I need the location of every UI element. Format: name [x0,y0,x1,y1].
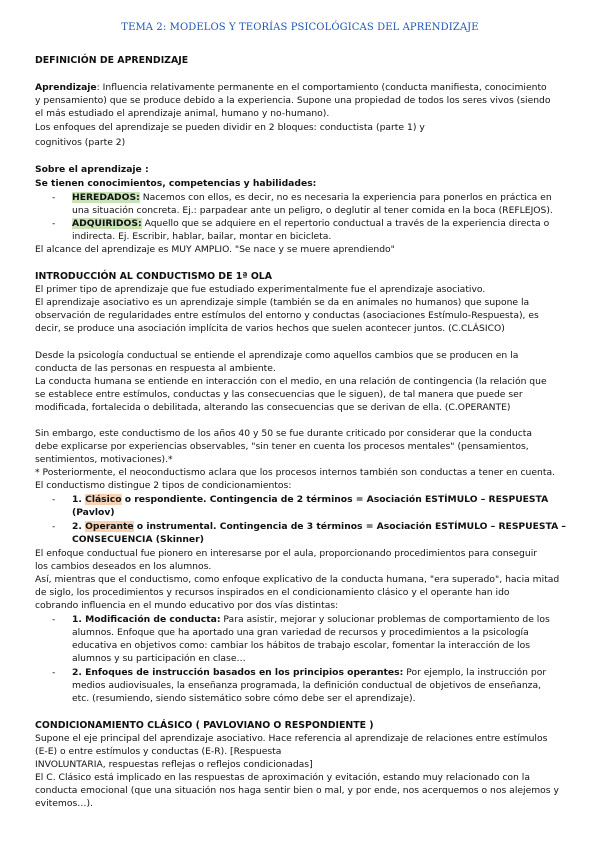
paragraph-line: evitemos…). [35,798,93,809]
text-span: : Influencia relativamente permanente en el comportamiento (conducta manifiesta, conocimiento [96,82,547,93]
text-span: 1. [72,494,86,505]
paragraph-line: Desde la psicología conductual se entiende el aprendizaje como aquellos cambios que se producen en la [35,350,519,361]
text-span: o instrumental. Contingencia de 3 términos = Asociación ESTÍMULO – RESPUESTA – [133,521,566,532]
list-item-continuation: medios audiovisuales, la enseñanza programada, la definición conductual de objetivos de enseñanza, [72,680,542,691]
paragraph-line: La conducta humana se entiende en interacción con el medio, en una relación de contingencia (la relación que [35,376,547,387]
paragraph-line: Así, mientras que el conductismo, como enfoque explicativo de la conducta humana, "era superado", hacia mitad [35,574,560,585]
paragraph-line: Supone el eje principal del aprendizaje asociativo. Hace referencia al aprendizaje de relaciones entre estímulos [35,733,548,744]
paragraph-line: debe explicarse por experiencias observables, "sin tener en cuenta los procesos mentales" (pensamientos, [35,441,529,452]
paragraph-line: sentimientos, motivaciones).* [35,454,173,465]
label-heredados: HEREDADOS: [72,192,140,203]
paragraph-line: se establece entre estímulos, conductas y las consecuencias que le siguen), de tal manera que puede ser [35,389,523,400]
paragraph-line: de siglo, los procedimientos y recursos inspirados en el condicionamiento clásico y el operante han ido [35,587,510,598]
list-bullet: - [52,521,56,532]
text-span: Aquello que se adquiere en el repertorio conductual a través de la experiencia directa o [141,218,550,229]
paragraph-line [35,82,547,94]
page-title: TEMA 2: MODELOS Y TEORÍAS PSICOLÓGICAS DEL APRENDIZAJE [121,22,479,33]
section-heading-definicion: DEFINICIÓN DE APRENDIZAJE [35,55,189,66]
term-aprendizaje: Aprendizaje [35,82,97,93]
list-item-continuation: CONSECUENCIA (Skinner) [72,534,204,545]
paragraph-line: El aprendizaje asociativo es un aprendizaje simple (también se da en animales no humanos) que supone la [35,297,530,308]
paragraph-line: El conductismo distingue 2 tipos de condicionamientos: [35,480,292,491]
paragraph-line: y pensamiento) que se produce debido a la experiencia. Supone una propiedad de todos los seres vivos (siendo [35,95,551,106]
paragraph-line: El primer tipo de aprendizaje que fue estudiado experimentalmente fue el aprendizaje asociativo. [35,284,486,295]
list-bullet: - [52,667,56,678]
list-item-enfoques [72,667,546,679]
paragraph-line: observación de regularidades entre estímulos del entorno y conductas (asociaciones Estímulo-Respuesta), es [35,310,539,321]
list-item-continuation: indirecta. Ej. Escribir, hablar, bailar, montar en bicicleta. [72,231,332,242]
highlight-operante: Operante [85,521,134,532]
list-item-continuation: alumnos y su participación en clase… [72,653,246,664]
paragraph-line: Sin embargo, este conductismo de los años 40 y 50 se fue durante criticado por considerar que la conducta [35,428,532,439]
paragraph-line: El alcance del aprendizaje es MUY AMPLIO. "Se nace y se muere aprendiendo" [35,244,395,255]
text-span: 1. Modificación de conducta: [72,614,221,625]
list-item-clasico [72,494,548,506]
list-item-modificacion [72,614,550,626]
list-bullet: - [52,192,56,203]
list-item-continuation: educativa en objetivos como: cambiar los hábitos de trabajo escolar, fomentar la interacción de los [72,640,530,651]
list-item-continuation: (Pavlov) [72,507,115,518]
section-heading-clasico: CONDICIONAMIENTO CLÁSICO ( PAVLOVIANO O RESPONDIENTE ) [35,720,374,731]
text-span: 2. [72,521,86,532]
list-item-continuation: una situación concreta. Ej.: parpadear ante un peligro, o deglutir al tener comida en la boca (REFLEJOS). [72,205,553,216]
list-bullet: - [52,494,56,505]
paragraph-line: el más estudiado el aprendizaje animal, humano y no-humano). [35,108,330,119]
label-adquiridos: ADQUIRIDOS: [72,218,142,229]
text-span: Para asistir, mejorar y solucionar problemas de comportamiento de los [220,614,550,625]
text-span: o respondiente. Contingencia de 2 términos = Asociación ESTÍMULO – RESPUESTA [121,494,549,505]
paragraph-line: cobrando influencia en el mundo educativo por dos vías distintas: [35,600,339,611]
paragraph-line: El C. Clásico está implicado en las respuestas de aproximación y evitación, estando muy relacionado con la [35,772,530,783]
paragraph-line: decir, se produce una asociación implícita de varios hechos que suelen acontecer juntos. (C.CLÁSICO) [35,323,505,334]
list-bullet: - [52,614,56,625]
list-item-operante [72,521,566,533]
paragraph-line: conducta emocional (que una situación nos haga sentir bien o mal, y por ende, nos acerquemos o nos alejemos y [35,785,559,796]
paragraph-line: * Posteriormente, el neoconductismo aclara que los procesos internos también son conductas a tener en cuenta. [35,467,556,478]
highlight-clasico: Clásico [85,494,122,505]
list-item [72,192,552,204]
list-item-continuation: alumnos. Enfoque que ha aportado una gran variedad de recursos y procedimientos a la psicología [72,627,529,638]
text-span: Nacemos con ellos, es decir, no es necesaria la experiencia para ponerlos en práctica en [139,192,552,203]
paragraph-line: Los enfoques del aprendizaje se pueden dividir en 2 bloques: conductista (parte 1) y [35,122,425,133]
text-span: 2. Enfoques de instrucción basados en los principios operantes: [72,667,404,678]
section-heading-sobre: Sobre el aprendizaje : [35,164,149,175]
paragraph-line: modificada, fortalecida o debilitada, alterando las consecuencias que se derivan de ella. (C.OPERANTE) [35,402,511,413]
paragraph-line: INVOLUNTARIA, respuestas reflejas o reflejos condicionadas] [35,759,313,770]
section-heading-intro: INTRODUCCIÓN AL CONDUCTISMO DE 1ª OLA [35,271,273,282]
paragraph-line: El enfoque conductual fue pionero en interesarse por el aula, proporcionando procedimientos para conseguir [35,548,538,559]
paragraph-line: los cambios deseados en los alumnos. [35,561,212,572]
list-item [72,218,549,230]
paragraph-line: conducta de las personas en respuesta al ambiente. [35,363,276,374]
list-item-continuation: etc. (resumiendo, siendo sistemático sobre cómo debe ser el aprendizaje). [72,693,416,704]
paragraph-line: cognitivos (parte 2) [35,137,126,148]
text-span: Por ejemplo, la instrucción por [403,667,547,678]
subheading: Se tienen conocimientos, competencias y habilidades: [35,178,317,189]
list-bullet: - [52,218,56,229]
paragraph-line: (E-E) o entre estímulos y conductas (E-R). [Respuesta [35,746,282,757]
